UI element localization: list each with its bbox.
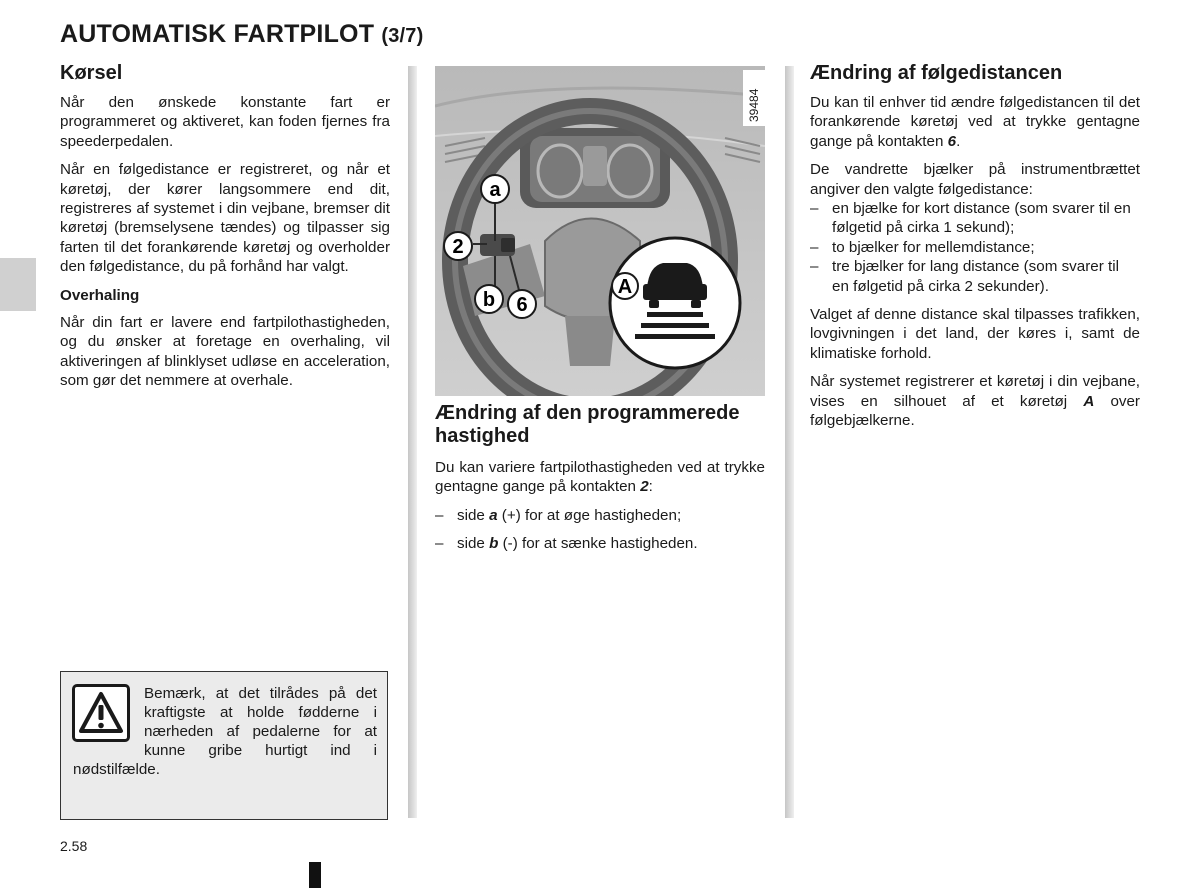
page-title-part: (3/7): [381, 25, 424, 47]
column-divider-left: [408, 66, 417, 818]
speed-change-list: [435, 506, 765, 554]
chapter-tab: [0, 258, 36, 311]
key-2: 2: [640, 478, 649, 496]
paragraph-speed-intro: Du kan variere fartpilothastigheden ved at trykke gentagne gange på kontakten 2:: [435, 459, 765, 496]
paragraph-following-distance: Når en følgedistance er registreret, og når et køretøj, der kører langsommere end dit, registreres af systemet i din vejbane, bremser dit køretøj (bremselysene tændes) og tilpasser sig farten til det forankørende køretøj og overholder den følgedistance, du på forhånd har valgt.: [60, 161, 390, 276]
page-title: [60, 20, 423, 49]
subheading-overtaking: Overhaling: [60, 286, 140, 304]
list-item-slow-down: – side b (-) for at sænke hastigheden.: [435, 534, 765, 553]
key-6: 6: [947, 132, 957, 150]
page-number: 2.58: [60, 838, 88, 854]
section-heading-speed-change: Ændring af den programmerede hastighed: [435, 402, 740, 447]
warning-box: [60, 671, 388, 820]
figure-reference-number: 39484: [747, 88, 761, 122]
column-following-distance: [810, 62, 1140, 440]
distance-bars-list: [810, 199, 1140, 296]
callout-A: A: [617, 276, 633, 298]
callout-b: b: [482, 289, 496, 311]
paragraph-overtaking: Når din fart er lavere end fartpilothastigheden, og du ønsker at foretage en overhaling, vil aktiveringen af blinklyset udløse en acceleration, som gør det nemmere at overhale.: [60, 314, 390, 390]
steering-wheel-illustration: [435, 66, 765, 396]
page-title-text: AUTOMATISK FARTPILOT: [60, 20, 375, 48]
list-item-one-bar: – en bjælke for kort distance (som svarer til en følgetid på cirka 1 sekund);: [810, 199, 1140, 238]
paragraph-constant-speed: Når den ønskede konstante fart er programmeret og aktiveret, kan foden fjernes fra speederpedalen.: [60, 94, 390, 150]
paragraph-distance-change: Du kan til enhver tid ændre følgedistancen til det forankørende køretøj ved at trykke gentagne gange på kontakten 6.: [810, 94, 1140, 150]
callout-2: 2: [452, 236, 464, 258]
column-speed-change: [435, 402, 765, 563]
paragraph-bars-intro: De vandrette bjælker på instrumentbrættet angiver den valgte følgedistance:: [810, 161, 1140, 198]
list-item-three-bars: – tre bjælker for lang distance (som svarer til en følgetid på cirka 2 sekunder).: [810, 257, 1140, 296]
key-A: A: [1083, 392, 1095, 410]
list-item-speed-up: – side a (+) for at øge hastigheden;: [435, 506, 765, 525]
callout-a: a: [489, 179, 501, 201]
warning-text-block: [73, 684, 377, 779]
callout-6: 6: [516, 294, 528, 316]
paragraph-adapt-distance: Valget af denne distance skal tilpasses trafikken, lovgivningen i det land, der køres i, samt de klimatiske forhold.: [810, 306, 1140, 362]
column-divider-right: [785, 66, 794, 818]
section-heading-driving: Kørsel: [60, 62, 123, 84]
section-heading-following-distance: Ændring af følgedistancen: [810, 62, 1063, 84]
warning-text: Bemærk, at det tilrådes på det kraftigste at holde fødderne i nærheden af pedalerne for at kunne gribe hurtigt ind i nødstilfælde.: [73, 685, 377, 778]
list-item-two-bars: – to bjælker for mellemdistance;: [810, 238, 1140, 257]
column-driving: [60, 62, 390, 400]
paragraph-vehicle-silhouette: Når systemet registrerer et køretøj i din vejbane, vises en silhouet af et køretøj A over følgebjælkerne.: [810, 373, 1140, 430]
print-registration-mark: [309, 862, 321, 888]
